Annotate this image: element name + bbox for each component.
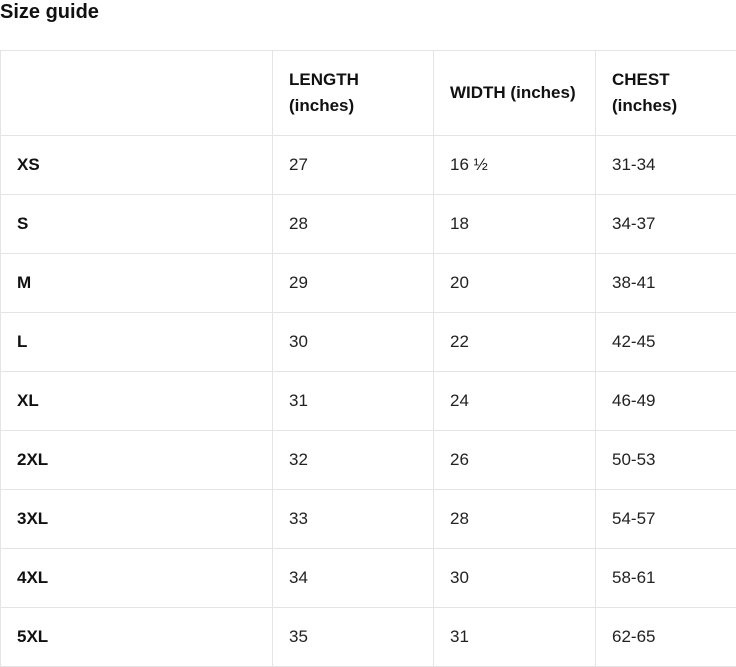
- width-cell: 28: [434, 490, 596, 549]
- table-row: [1, 254, 736, 313]
- width-cell: 20: [434, 254, 596, 313]
- col-header-width: WIDTH (inches): [434, 51, 596, 136]
- length-cell: 34: [273, 549, 434, 608]
- size-cell: M: [1, 254, 273, 313]
- size-cell: 2XL: [1, 431, 273, 490]
- chest-cell: 42-45: [596, 313, 736, 372]
- col-header-chest: CHEST (inches): [596, 51, 736, 136]
- width-cell: 24: [434, 372, 596, 431]
- size-guide-table: [0, 50, 736, 667]
- table-row: [1, 431, 736, 490]
- size-cell: L: [1, 313, 273, 372]
- table-row: [1, 136, 736, 195]
- width-cell: 30: [434, 549, 596, 608]
- header-row: [1, 51, 736, 136]
- table-row: [1, 195, 736, 254]
- chest-cell: 62-65: [596, 608, 736, 667]
- length-cell: 27: [273, 136, 434, 195]
- length-cell: 32: [273, 431, 434, 490]
- length-cell: 30: [273, 313, 434, 372]
- length-cell: 31: [273, 372, 434, 431]
- width-cell: 18: [434, 195, 596, 254]
- width-cell: 16 ½: [434, 136, 596, 195]
- chest-cell: 46-49: [596, 372, 736, 431]
- chest-cell: 58-61: [596, 549, 736, 608]
- size-cell: 3XL: [1, 490, 273, 549]
- chest-cell: 38-41: [596, 254, 736, 313]
- chest-cell: 54-57: [596, 490, 736, 549]
- width-cell: 26: [434, 431, 596, 490]
- col-header-size: [1, 51, 273, 136]
- length-cell: 28: [273, 195, 434, 254]
- col-header-length: LENGTH (inches): [273, 51, 434, 136]
- width-cell: 31: [434, 608, 596, 667]
- table-row: [1, 372, 736, 431]
- size-cell: 5XL: [1, 608, 273, 667]
- table-row: [1, 490, 736, 549]
- size-cell: XS: [1, 136, 273, 195]
- size-cell: XL: [1, 372, 273, 431]
- width-cell: 22: [434, 313, 596, 372]
- chest-cell: 31-34: [596, 136, 736, 195]
- length-cell: 29: [273, 254, 434, 313]
- length-cell: 33: [273, 490, 434, 549]
- size-cell: 4XL: [1, 549, 273, 608]
- chest-cell: 50-53: [596, 431, 736, 490]
- page-title: Size guide: [0, 1, 99, 23]
- table-row: [1, 608, 736, 667]
- table-row: [1, 549, 736, 608]
- length-cell: 35: [273, 608, 434, 667]
- table-row: [1, 313, 736, 372]
- chest-cell: 34-37: [596, 195, 736, 254]
- size-cell: S: [1, 195, 273, 254]
